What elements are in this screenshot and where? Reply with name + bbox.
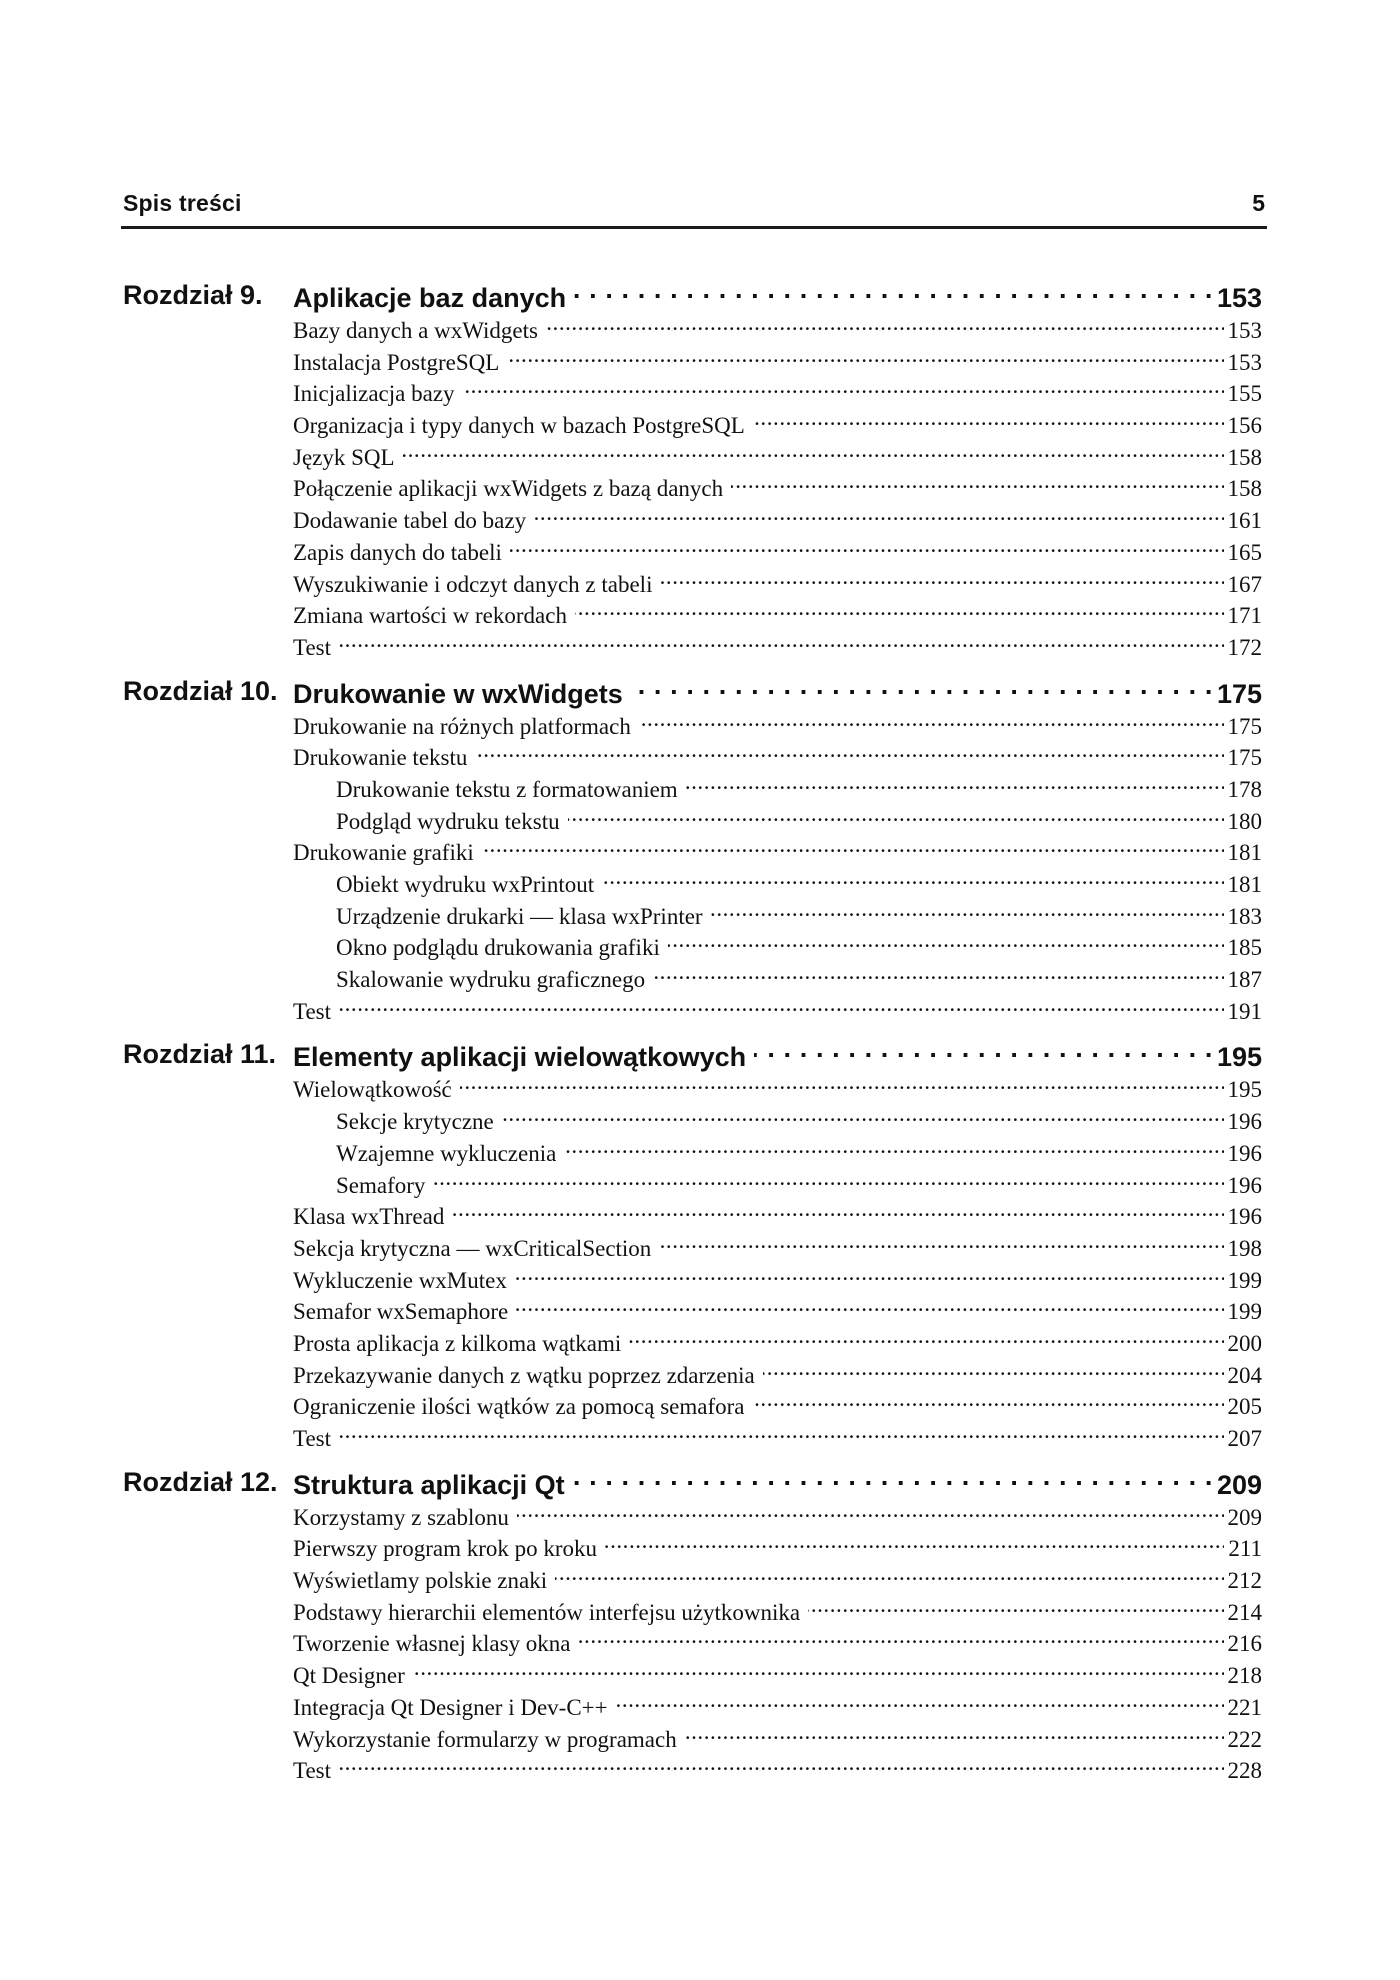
entry-page-number: 214 <box>1227 1599 1262 1625</box>
entry-title: Drukowanie na różnych platformach <box>293 713 631 739</box>
chapter-title: Drukowanie w wxWidgets <box>293 678 623 709</box>
entry-page-number: 183 <box>1227 903 1262 929</box>
entry-page-number: 198 <box>1227 1235 1262 1261</box>
dot-leader <box>568 806 1224 829</box>
dot-leader <box>502 1106 1224 1129</box>
toc-subentry <box>336 774 1262 806</box>
toc-entry <box>293 1201 1262 1233</box>
entry-page-number: 158 <box>1227 444 1262 470</box>
chapter-heading <box>121 1465 1267 1502</box>
chapter-label: Rozdział 10. <box>123 675 278 706</box>
toc-entry <box>293 442 1262 474</box>
entry-page-number: 196 <box>1227 1109 1262 1135</box>
entry-page-number: 155 <box>1227 381 1262 407</box>
toc-entry <box>293 1724 1262 1756</box>
dot-leader <box>660 569 1223 592</box>
dot-leader <box>517 1502 1224 1525</box>
toc-entry <box>293 632 1262 664</box>
dot-leader <box>602 869 1223 892</box>
dot-leader <box>516 1296 1223 1319</box>
chapter-page-number: 175 <box>1216 678 1262 709</box>
entry-title: Obiekt wydruku wxPrintout <box>336 872 595 897</box>
dot-leader <box>339 1423 1224 1446</box>
entry-page-number: 172 <box>1227 634 1262 660</box>
entry-title: Sekcja krytyczna — wxCriticalSection <box>293 1235 652 1261</box>
dot-leader <box>433 1170 1223 1193</box>
entry-page-number: 175 <box>1227 713 1262 739</box>
chapter-page-number: 195 <box>1216 1042 1262 1073</box>
entry-title: Zmiana wartości w rekordach <box>293 603 567 629</box>
entry-title: Drukowanie tekstu z formatowaniem <box>336 776 678 802</box>
toc-entry <box>293 473 1262 505</box>
entry-page-number: 199 <box>1227 1267 1262 1293</box>
entry-page-number: 158 <box>1227 476 1262 502</box>
toc-entry <box>293 1328 1262 1360</box>
entry-title: Prosta aplikacja z kilkoma wątkami <box>293 1330 622 1356</box>
entry-title: Pierwszy program krok po kroku <box>293 1536 598 1562</box>
dot-leader <box>686 774 1224 797</box>
entry-page-number: 187 <box>1227 967 1262 993</box>
entry-title: Korzystamy z szablonu <box>293 1504 509 1530</box>
dot-leader <box>515 1265 1224 1288</box>
entry-title: Qt Designer <box>293 1663 405 1689</box>
entry-title: Wyszukiwanie i odczyt danych z tabeli <box>293 571 653 597</box>
toc-entry <box>293 1074 1262 1106</box>
entry-title: Dodawanie tabel do bazy <box>293 508 527 534</box>
dot-leader <box>754 1039 1213 1066</box>
dot-leader <box>339 996 1224 1019</box>
toc-subentry <box>336 932 1262 964</box>
chapter-label: Rozdział 11. <box>123 1039 277 1070</box>
entry-page-number: 196 <box>1227 1140 1262 1166</box>
chapter-title: Elementy aplikacji wielowątkowych <box>293 1042 747 1073</box>
toc-entry <box>293 537 1262 569</box>
entry-title: Drukowanie grafiki <box>293 840 474 866</box>
entry-page-number: 199 <box>1227 1299 1262 1325</box>
dot-leader <box>579 1628 1224 1651</box>
page-header <box>121 188 1267 229</box>
entry-page-number: 207 <box>1227 1426 1262 1451</box>
entry-title: Ograniczenie ilości wątków za pomocą semafora <box>293 1394 745 1420</box>
entry-page-number: 196 <box>1227 1204 1262 1230</box>
entry-title: Test <box>293 634 331 660</box>
entry-page-number: 180 <box>1227 808 1262 834</box>
toc-subentry <box>336 869 1262 901</box>
entry-page-number: 178 <box>1227 776 1262 802</box>
dot-leader <box>463 378 1224 401</box>
dot-leader <box>546 315 1224 338</box>
toc-entry <box>293 1391 1262 1423</box>
chapter-title-line <box>293 676 1262 710</box>
dot-leader <box>731 473 1223 496</box>
page-header-title: Spis treści <box>123 190 242 216</box>
entry-page-number: 171 <box>1227 603 1262 629</box>
toc-subentry <box>336 806 1262 838</box>
chapter-title: Struktura aplikacji Qt <box>293 1469 565 1500</box>
entry-title: Skalowanie wydruku graficznego <box>336 967 646 993</box>
dot-leader <box>413 1660 1224 1683</box>
toc-subentry <box>336 1170 1262 1202</box>
entry-page-number: 209 <box>1227 1504 1262 1530</box>
chapter-heading <box>121 1037 1267 1074</box>
toc-subentry <box>336 901 1262 933</box>
entry-title: Integracja Qt Designer i Dev-C++ <box>293 1694 608 1720</box>
toc-entry <box>293 742 1262 774</box>
dot-leader <box>475 742 1223 765</box>
entry-page-number: 196 <box>1227 1172 1262 1198</box>
toc-entry <box>293 1597 1262 1629</box>
toc-entry <box>293 1565 1262 1597</box>
toc-entry <box>293 1233 1262 1265</box>
entry-page-number: 228 <box>1227 1758 1262 1784</box>
dot-leader <box>629 1328 1223 1351</box>
entry-title: Wzajemne wykluczenia <box>336 1140 557 1166</box>
toc-entry <box>293 711 1262 743</box>
entry-page-number: 212 <box>1227 1568 1262 1594</box>
entry-title: Tworzenie własnej klasy okna <box>293 1631 571 1657</box>
toc-entry <box>293 1296 1262 1328</box>
entry-title: Okno podglądu drukowania grafiki <box>336 935 660 961</box>
toc-entry <box>293 600 1262 632</box>
entry-title: Wyświetlamy polskie znaki <box>293 1568 548 1594</box>
chapter-title-line <box>293 1467 1262 1501</box>
dot-leader <box>339 632 1224 655</box>
dot-leader <box>753 1391 1224 1414</box>
dot-leader <box>668 932 1224 955</box>
entry-title: Wykorzystanie formularzy w programach <box>293 1726 677 1752</box>
entry-page-number: 218 <box>1227 1663 1262 1689</box>
entry-title: Bazy danych a wxWidgets <box>293 318 538 343</box>
entry-title: Semafor wxSemaphore <box>293 1299 509 1325</box>
toc-entry <box>293 1692 1262 1724</box>
entry-page-number: 222 <box>1227 1726 1262 1752</box>
entry-page-number: 200 <box>1227 1330 1262 1356</box>
dot-leader <box>711 901 1224 924</box>
dot-leader <box>685 1724 1224 1747</box>
toc-entry <box>293 505 1262 537</box>
toc-entry <box>293 996 1262 1028</box>
entry-title: Semafory <box>336 1172 426 1198</box>
dot-leader <box>564 1138 1223 1161</box>
entry-title: Sekcje krytyczne <box>336 1109 494 1135</box>
dot-leader <box>631 676 1213 703</box>
entry-page-number: 175 <box>1227 745 1262 771</box>
chapter-heading <box>121 674 1267 711</box>
entry-title: Drukowanie tekstu <box>293 745 468 771</box>
dot-leader <box>510 537 1224 560</box>
chapter-label: Rozdział 12. <box>123 1466 278 1497</box>
toc-entry <box>293 378 1262 410</box>
entry-page-number: 205 <box>1227 1394 1262 1420</box>
entry-page-number: 221 <box>1227 1694 1262 1720</box>
entry-title: Instalacja PostgreSQL <box>293 349 500 375</box>
entry-title: Połączenie aplikacji wxWidgets z bazą danych <box>293 476 724 502</box>
toc-subentry <box>336 1106 1262 1138</box>
dot-leader <box>659 1233 1223 1256</box>
entry-title: Zapis danych do tabeli <box>293 539 502 565</box>
table-of-contents <box>121 278 1267 1787</box>
page-number: 5 <box>1252 190 1265 216</box>
entry-title: Urządzenie drukarki — klasa wxPrinter <box>336 903 703 929</box>
chapter-page-number: 153 <box>1216 283 1262 313</box>
entry-title: Wielowątkowość <box>293 1077 452 1103</box>
toc-subentry <box>336 1138 1262 1170</box>
entry-page-number: 211 <box>1228 1536 1262 1562</box>
entry-page-number: 191 <box>1227 998 1262 1024</box>
dot-leader <box>452 1201 1223 1224</box>
entry-page-number: 161 <box>1227 508 1262 534</box>
toc-entry <box>293 1660 1262 1692</box>
chapter-label: Rozdział 9. <box>123 280 263 310</box>
dot-leader <box>753 410 1224 433</box>
dot-leader <box>653 964 1223 987</box>
entry-page-number: 181 <box>1227 840 1262 866</box>
toc-entry <box>293 347 1262 379</box>
entry-title: Język SQL <box>293 444 395 470</box>
entry-page-number: 195 <box>1227 1077 1262 1103</box>
chapter-title: Aplikacje baz danych <box>293 283 567 313</box>
entry-title: Podgląd wydruku tekstu <box>336 808 560 834</box>
entry-page-number: 167 <box>1227 571 1262 597</box>
toc-entry <box>293 569 1262 601</box>
chapter-heading <box>121 278 1267 315</box>
entry-page-number: 181 <box>1227 872 1262 897</box>
entry-title: Organizacja i typy danych w bazach PostgreSQL <box>293 413 745 439</box>
entry-title: Podstawy hierarchii elementów interfejsu użytkownika <box>293 1599 801 1625</box>
toc-entry <box>293 1502 1262 1534</box>
entry-title: Wykluczenie wxMutex <box>293 1267 507 1293</box>
dot-leader <box>555 1565 1223 1588</box>
entry-page-number: 185 <box>1227 935 1262 961</box>
dot-leader <box>403 442 1224 465</box>
dot-leader <box>605 1533 1224 1556</box>
toc-entry <box>293 1265 1262 1297</box>
dot-leader <box>574 280 1213 307</box>
toc-entry <box>293 1423 1262 1455</box>
dot-leader <box>575 600 1224 623</box>
toc-entry <box>293 315 1262 347</box>
entry-title: Klasa wxThread <box>293 1204 445 1230</box>
dot-leader <box>339 1755 1224 1778</box>
dot-leader <box>639 711 1224 734</box>
entry-title: Test <box>293 1426 331 1451</box>
entry-page-number: 153 <box>1227 318 1262 343</box>
toc-subentry <box>336 964 1262 996</box>
dot-leader <box>460 1074 1224 1097</box>
entry-title: Test <box>293 1758 331 1784</box>
entry-title: Test <box>293 998 331 1024</box>
toc-entry <box>293 1628 1262 1660</box>
entry-page-number: 165 <box>1227 539 1262 565</box>
entry-page-number: 204 <box>1227 1362 1262 1388</box>
chapter-page-number: 209 <box>1216 1469 1262 1500</box>
entry-title: Przekazywanie danych z wątku poprzez zdarzenia <box>293 1362 755 1388</box>
toc-entry <box>293 1533 1262 1565</box>
dot-leader <box>763 1360 1224 1383</box>
chapter-title-line <box>293 1039 1262 1073</box>
dot-leader <box>808 1597 1223 1620</box>
toc-entry <box>293 1360 1262 1392</box>
chapter-title-line <box>293 280 1262 314</box>
entry-page-number: 216 <box>1227 1631 1262 1657</box>
dot-leader <box>482 837 1224 860</box>
dot-leader <box>534 505 1223 528</box>
dot-leader <box>616 1692 1224 1715</box>
dot-leader <box>573 1467 1213 1494</box>
toc-entry <box>293 410 1262 442</box>
toc-entry <box>293 1755 1262 1787</box>
entry-page-number: 153 <box>1227 349 1262 375</box>
toc-entry <box>293 837 1262 869</box>
entry-page-number: 156 <box>1227 413 1262 439</box>
entry-title: Inicjalizacja bazy <box>293 381 455 407</box>
dot-leader <box>507 347 1223 370</box>
